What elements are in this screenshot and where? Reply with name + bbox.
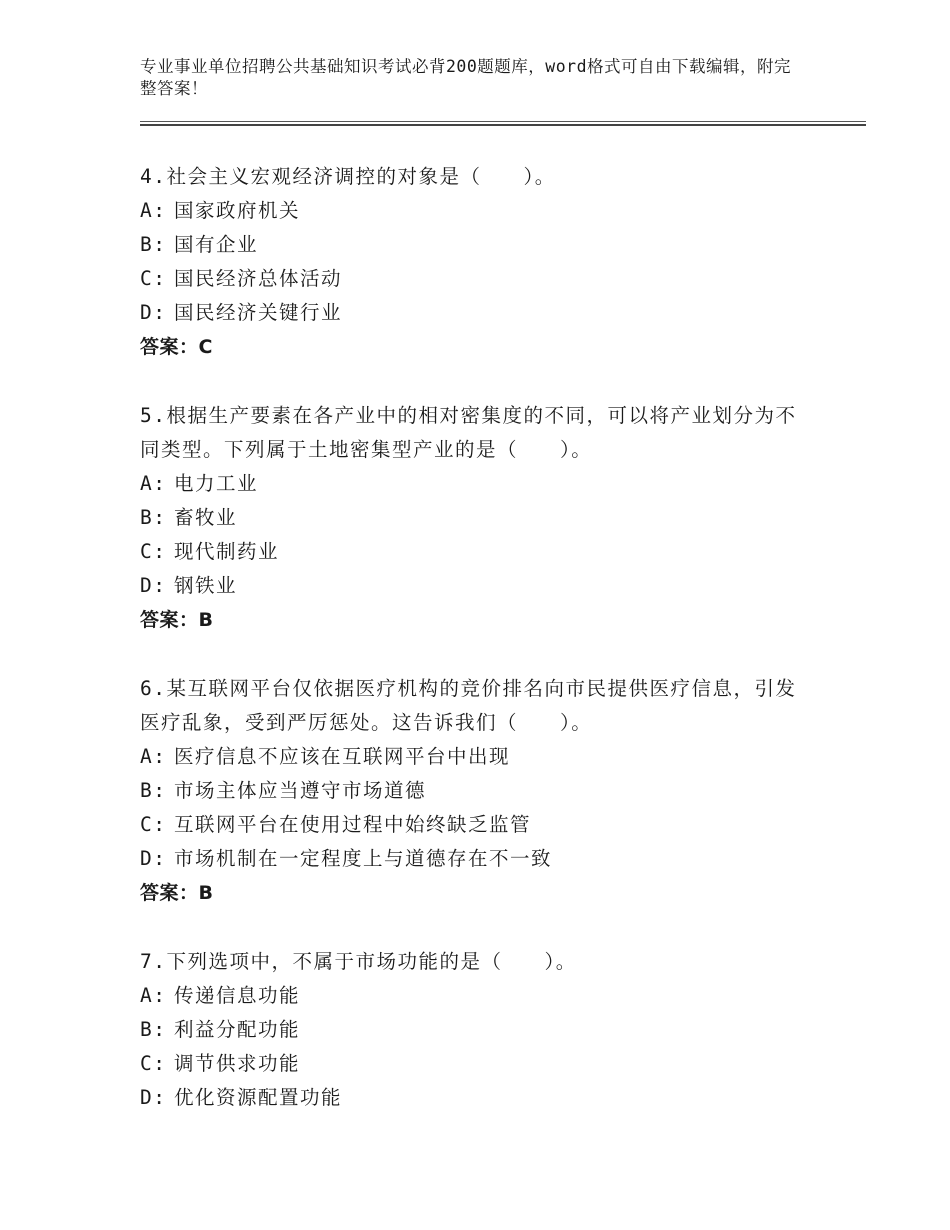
- option-text: 市场机制在一定程度上与道德存在不一致: [174, 847, 553, 870]
- header-rule-thin: [140, 121, 866, 122]
- question-4: [140, 160, 820, 364]
- option-key: C:: [140, 813, 167, 836]
- option-d: [140, 296, 820, 330]
- option-a: [140, 740, 820, 774]
- option-text: 利益分配功能: [174, 1018, 301, 1041]
- option-text: 传递信息功能: [174, 984, 301, 1007]
- option-d: [140, 842, 820, 876]
- option-key: B:: [140, 506, 167, 529]
- option-text: 市场主体应当遵守市场道德: [174, 779, 427, 802]
- option-key: B:: [140, 233, 167, 256]
- option-b: [140, 1013, 820, 1047]
- option-c: [140, 535, 820, 569]
- answer: 答案：B: [140, 609, 214, 631]
- option-text: 优化资源配置功能: [174, 1086, 343, 1109]
- option-text: 互联网平台在使用过程中始终缺乏监管: [174, 813, 532, 836]
- option-key: A:: [140, 745, 167, 768]
- option-text: 国有企业: [174, 233, 259, 256]
- option-b: [140, 501, 820, 535]
- option-text: 钢铁业: [174, 574, 238, 597]
- option-a: [140, 194, 820, 228]
- option-b: [140, 774, 820, 808]
- option-key: A:: [140, 984, 167, 1007]
- question-stem: 4.社会主义宏观经济调控的对象是（ ）。: [140, 165, 556, 188]
- option-key: D:: [140, 301, 167, 324]
- option-text: 调节供求功能: [174, 1052, 301, 1075]
- option-text: 国家政府机关: [174, 199, 301, 222]
- answer: 答案：C: [140, 336, 213, 358]
- option-text: 国民经济关键行业: [174, 301, 343, 324]
- option-key: A:: [140, 199, 167, 222]
- option-text: 国民经济总体活动: [174, 267, 343, 290]
- option-key: C:: [140, 1052, 167, 1075]
- question-stem: 6.某互联网平台仅依据医疗机构的竞价排名向市民提供医疗信息，引发医疗乱象，受到严厉惩处。这告诉我们（ ）。: [140, 677, 797, 734]
- option-c: [140, 1047, 820, 1081]
- option-d: [140, 1081, 820, 1115]
- option-text: 电力工业: [174, 472, 259, 495]
- question-5: [140, 399, 820, 637]
- document-header: 专业事业单位招聘公共基础知识考试必背200题题库，word格式可自由下载编辑，附完整答案！: [140, 57, 792, 98]
- option-text: 畜牧业: [174, 506, 238, 529]
- question-6: [140, 672, 820, 910]
- header-rule-thick: [140, 124, 866, 126]
- option-c: [140, 262, 820, 296]
- option-key: C:: [140, 267, 167, 290]
- option-key: B:: [140, 1018, 167, 1041]
- option-key: C:: [140, 540, 167, 563]
- answer: 答案：B: [140, 882, 214, 904]
- option-c: [140, 808, 820, 842]
- option-key: A:: [140, 472, 167, 495]
- option-key: D:: [140, 1086, 167, 1109]
- option-a: [140, 979, 820, 1013]
- question-stem: 5.根据生产要素在各产业中的相对密集度的不同，可以将产业划分为不同类型。下列属于土地密集型产业的是（ ）。: [140, 404, 797, 461]
- option-text: 医疗信息不应该在互联网平台中出现: [174, 745, 511, 768]
- option-text: 现代制药业: [174, 540, 280, 563]
- option-key: D:: [140, 574, 167, 597]
- option-key: D:: [140, 847, 167, 870]
- question-stem: 7.下列选项中，不属于市场功能的是（ ）。: [140, 950, 577, 973]
- option-a: [140, 467, 820, 501]
- option-b: [140, 228, 820, 262]
- question-7: [140, 945, 820, 1115]
- option-key: B:: [140, 779, 167, 802]
- option-d: [140, 569, 820, 603]
